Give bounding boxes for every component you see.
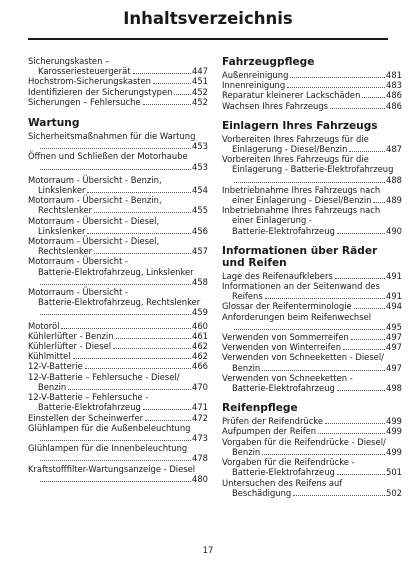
toc-entry[interactable] [28, 87, 208, 97]
toc-entry-text: Prüfen der Reifendrücke [222, 416, 324, 427]
toc-entry-text: Kühlerlüfter - Diesel [28, 341, 112, 352]
toc-page-number: 499 [386, 426, 402, 437]
toc-entry-text: Verwenden von Sommerreifen [222, 332, 349, 343]
toc-entry-text: Hochstrom-Sicherungskasten [28, 76, 151, 87]
dot-leader [330, 108, 385, 109]
toc-entry[interactable] [222, 416, 402, 426]
toc-page-number: 447 [192, 66, 208, 77]
toc-entry[interactable] [28, 331, 208, 341]
section-heading: Informationen über Räder und Reifen [222, 244, 378, 269]
toc-entry-text: Einstellen der Scheinwerfer [28, 412, 144, 423]
toc-entry-text: Motorraum - Übersicht - Benzin, [28, 174, 162, 185]
toc-page-number: 497 [386, 362, 402, 373]
toc-page-number: 458 [192, 276, 208, 287]
toc-page-number: 470 [192, 381, 208, 392]
toc-entry[interactable] [28, 361, 208, 371]
dot-leader [40, 284, 191, 285]
toc-page-number: 460 [192, 320, 208, 331]
toc-entry-text: 12-V-Batterie – Fehlersuche - Diesel/ [28, 371, 180, 382]
toc-entry-text: Glossar der Reifenterminologie [222, 301, 352, 312]
toc-entry-text: Benzin [232, 446, 261, 457]
dot-leader [61, 328, 191, 329]
dot-leader [40, 481, 191, 482]
toc-page-number: 456 [192, 225, 208, 236]
toc-page-number: 498 [386, 383, 402, 394]
dot-leader [73, 358, 191, 359]
toc-entry-text: Benzin [38, 381, 67, 392]
toc-entry[interactable] [222, 332, 402, 342]
toc-entry-text: Anforderungen beim Reifenwechsel [222, 311, 372, 322]
dot-leader [87, 192, 191, 193]
toc-entry-text: Vorbereiten Ihres Fahrzeugs für die [222, 133, 369, 144]
toc-page-number: 499 [386, 446, 402, 457]
toc-page-number: 488 [386, 174, 402, 185]
toc-entry-text: Sicherungen – Fehlersuche [28, 96, 141, 107]
toc-left-column [28, 56, 208, 484]
toc-entry[interactable] [28, 175, 208, 195]
toc-entry[interactable] [28, 464, 208, 484]
dot-leader [234, 329, 385, 330]
toc-entry[interactable] [28, 392, 208, 412]
toc-entry-text: Motorraum - Übersicht - [28, 287, 129, 298]
toc-entry[interactable] [222, 342, 402, 352]
toc-entry-text: Verwenden von Schneeketten - Diesel/ [222, 352, 384, 363]
toc-entry[interactable] [222, 185, 402, 205]
dot-leader [362, 97, 385, 98]
toc-entry[interactable] [222, 301, 402, 311]
dot-leader [287, 87, 385, 88]
toc-entry[interactable] [222, 90, 402, 100]
toc-page-number: 502 [386, 487, 402, 498]
toc-entry[interactable] [28, 413, 208, 423]
dot-leader [349, 151, 385, 152]
dot-leader [94, 253, 191, 254]
toc-page-number: 491 [386, 291, 402, 302]
toc-entry-text: Vorgaben für die Reifendrücke - [222, 457, 355, 468]
section-heading: Fahrzeugpflege [222, 56, 315, 68]
toc-entry-text: Reifens [232, 291, 263, 302]
toc-entry-text: Verwenden von Schneeketten - [222, 372, 353, 383]
toc-entry-text: Rechtslenker [38, 246, 93, 257]
toc-page-number: 457 [192, 246, 208, 257]
toc-entry[interactable] [28, 341, 208, 351]
toc-page-number: 454 [192, 185, 208, 196]
toc-entry-text: Wachsen Ihres Fahrzeugs [222, 100, 328, 111]
toc-page-number: 487 [386, 144, 402, 155]
toc-page-number: 481 [386, 70, 402, 80]
toc-page-number: 491 [386, 270, 402, 281]
dot-leader [68, 389, 191, 390]
dot-leader [234, 182, 385, 183]
toc-entry-text: Identifizieren der Sicherungstypen [28, 86, 173, 97]
toc-page-number: 453 [192, 161, 208, 172]
toc-entry-text: Inbetriebnahme Ihres Fahrzeugs nach [222, 205, 381, 216]
toc-page-number: 490 [386, 225, 402, 236]
toc-entry-text: Motorraum - Übersicht - Diesel, [28, 215, 160, 226]
toc-entry[interactable] [222, 134, 402, 154]
dot-leader [265, 298, 385, 299]
toc-entry-text: Motorraum - Übersicht - [28, 256, 129, 267]
dot-leader [40, 169, 191, 170]
toc-entry-text: Motorraum - Übersicht - Diesel, [28, 236, 160, 247]
toc-entry-text: Aufpumpen der Reifen [222, 426, 317, 437]
toc-page-number: 455 [192, 205, 208, 216]
dot-leader [116, 338, 191, 339]
toc-entry[interactable] [28, 56, 208, 76]
toc-page-number: 453 [192, 141, 208, 152]
toc-page-number: 501 [386, 467, 402, 478]
toc-page-number: 461 [192, 330, 208, 341]
dot-leader [325, 423, 385, 424]
toc-entry[interactable] [222, 373, 402, 393]
dot-leader [343, 349, 385, 350]
toc-entry-text: Sicherheitsmaßnahmen für die Wartung [28, 131, 196, 142]
toc-entry[interactable] [28, 236, 208, 256]
toc-entry[interactable] [222, 478, 402, 498]
toc-entry[interactable] [222, 352, 402, 372]
dot-leader [143, 409, 191, 410]
toc-entry[interactable] [28, 423, 208, 443]
toc-page-number: 494 [386, 301, 402, 312]
toc-page-number: 466 [192, 361, 208, 372]
toc-entry-text: Innenreinigung [222, 80, 286, 91]
toc-entry-text: Einlagerung - Batterie-Elektrofahrzeug [232, 164, 394, 175]
toc-entry[interactable] [222, 101, 402, 111]
toc-entry-text: Glühlampen für die Außenbeleuchtung [28, 422, 191, 433]
toc-entry[interactable] [222, 312, 402, 332]
toc-entry-text: Kühlerlüfter - Benzin [28, 330, 114, 341]
toc-page-number: 483 [386, 80, 402, 91]
toc-entry-text: 12-V-Batterie – Fehlersuche - [28, 392, 149, 403]
dot-leader [40, 460, 191, 461]
toc-page-number: 462 [192, 351, 208, 362]
toc-entry[interactable] [222, 281, 402, 301]
dot-leader [318, 433, 385, 434]
toc-entry[interactable] [222, 457, 402, 477]
toc-entry[interactable] [28, 76, 208, 86]
toc-entry[interactable] [28, 97, 208, 107]
dot-leader [113, 348, 191, 349]
toc-right-column [222, 56, 402, 498]
toc-entry-text: einer Einlagerung - [232, 215, 312, 226]
dot-leader [293, 495, 385, 496]
dot-leader [40, 440, 191, 441]
dot-leader [87, 233, 191, 234]
dot-leader [335, 278, 385, 279]
toc-entry[interactable] [28, 351, 208, 361]
toc-entry[interactable] [222, 271, 402, 281]
dot-leader [337, 390, 385, 391]
dot-leader [337, 233, 385, 234]
toc-entry-text: Batterie-Elektrofahrzeug [232, 225, 335, 236]
dot-leader [94, 212, 191, 213]
dot-leader [40, 314, 191, 315]
dot-leader [262, 370, 385, 371]
toc-entry-text: Benzin [232, 362, 261, 373]
toc-entry-text: Lage des Reifenaufklebers [222, 270, 333, 281]
toc-entry[interactable] [222, 154, 402, 185]
toc-entry-text: Rechtslenker [38, 205, 93, 216]
toc-entry-text: Reparatur kleinerer Lackschäden [222, 90, 361, 101]
toc-entry[interactable] [28, 372, 208, 392]
dot-leader [145, 420, 191, 421]
toc-entry-text: einer Einlagerung - Diesel/Benzin [232, 195, 372, 206]
toc-entry-text: Verwenden von Winterreifen [222, 342, 342, 353]
toc-entry[interactable] [222, 80, 402, 90]
toc-entry[interactable] [28, 151, 208, 171]
toc-page-number: 486 [386, 100, 402, 111]
toc-page-number: 489 [386, 195, 402, 206]
toc-page-number: 473 [192, 432, 208, 443]
dot-leader [133, 73, 191, 74]
toc-entry[interactable] [28, 321, 208, 331]
toc-entry[interactable] [28, 287, 208, 318]
toc-entry-text: Glühlampen für die Innenbeleuchtung [28, 443, 188, 454]
page-number: 17 [202, 545, 214, 555]
section-heading: Einlagern Ihres Fahrzeugs [222, 119, 378, 132]
dot-leader [262, 454, 385, 455]
toc-page-number: 452 [192, 96, 208, 107]
toc-entry[interactable] [222, 426, 402, 436]
toc-entry[interactable] [222, 437, 402, 457]
section-heading: Wartung [28, 117, 80, 130]
toc-entry[interactable] [222, 205, 402, 236]
toc-entry-text: Sicherungskasten – [28, 56, 110, 66]
toc-page-number: 471 [192, 402, 208, 413]
page-header [0, 0, 416, 40]
toc-entry-text: Vorbereiten Ihres Fahrzeugs für die [222, 154, 369, 165]
toc-entry-text: Beschädigung [232, 487, 292, 498]
dot-leader [290, 77, 385, 78]
toc-entry-text: Motorraum - Übersicht - Benzin, [28, 195, 162, 206]
toc-entry-text: Motoröl [28, 320, 60, 331]
dot-leader [85, 368, 191, 369]
toc-entry-text: Inbetriebnahme Ihres Fahrzeugs nach [222, 184, 381, 195]
toc-page-number: 480 [192, 473, 208, 484]
toc-page-number: 472 [192, 412, 208, 423]
section-heading: Reifenpflege [222, 402, 298, 415]
toc-page-number: 497 [386, 332, 402, 343]
dot-leader [40, 148, 191, 149]
toc-page-number: 478 [192, 453, 208, 464]
header-divider [28, 38, 388, 40]
toc-page-number: 486 [386, 90, 402, 101]
toc-entry[interactable] [28, 216, 208, 236]
toc-entry-text: Batterie-Elektrofahrzeug [232, 383, 335, 394]
toc-page-number: 452 [192, 86, 208, 97]
toc-page-number: 462 [192, 341, 208, 352]
toc-entry-text: Linkslenker [38, 185, 86, 196]
toc-entry-text: Kühlmittel [28, 351, 71, 362]
toc-entry-text: Karosseriesteuergerät [38, 66, 131, 77]
toc-page-number: 459 [192, 307, 208, 318]
toc-entry-text: Einlagerung - Diesel/Benzin [232, 144, 348, 155]
dot-leader [351, 339, 385, 340]
toc-page-number: 497 [386, 342, 402, 353]
toc-entry[interactable] [28, 256, 208, 287]
dot-leader [337, 474, 385, 475]
toc-entry-text: Vorgaben für die Reifendrücke - Diesel/ [222, 436, 386, 447]
toc-entry[interactable] [28, 195, 208, 215]
toc-page-number: 499 [386, 416, 402, 427]
toc-entry-text: Untersuchen des Reifens auf [222, 477, 343, 488]
toc-entry-text: Außenreinigung [222, 70, 289, 80]
toc-entry[interactable] [222, 70, 402, 80]
toc-entry-text: Batterie-Elektrofahrzeug [38, 402, 141, 413]
toc-page-number: 495 [386, 321, 402, 332]
toc-entry-text: Batterie-Elektrofahrzeug [232, 467, 335, 478]
toc-entry-text: Öffnen und Schließen der Motorhaube [28, 151, 188, 162]
toc-entry[interactable] [28, 443, 208, 463]
dot-leader [153, 83, 191, 84]
dot-leader [354, 308, 385, 309]
page-title: Inhaltsverzeichnis [123, 9, 293, 28]
toc-page-number: 451 [192, 76, 208, 87]
toc-entry-text: Kraftstofffilter-Wartungsanzeige - Diesel [28, 463, 196, 474]
toc-entry-text: Informationen an der Seitenwand des [222, 281, 380, 292]
toc-entry-text: Batterie-Elektrofahrzeug, Linkslenker [38, 266, 194, 277]
dot-leader [174, 94, 191, 95]
toc-entry-text: 12-V-Batterie [28, 361, 83, 372]
toc-entry-text: Batterie-Elektrofahrzeug, Rechtslenker [38, 297, 201, 308]
dot-leader [143, 104, 191, 105]
toc-entry[interactable] [28, 131, 208, 151]
dot-leader [373, 202, 385, 203]
toc-entry-text: Linkslenker [38, 225, 86, 236]
